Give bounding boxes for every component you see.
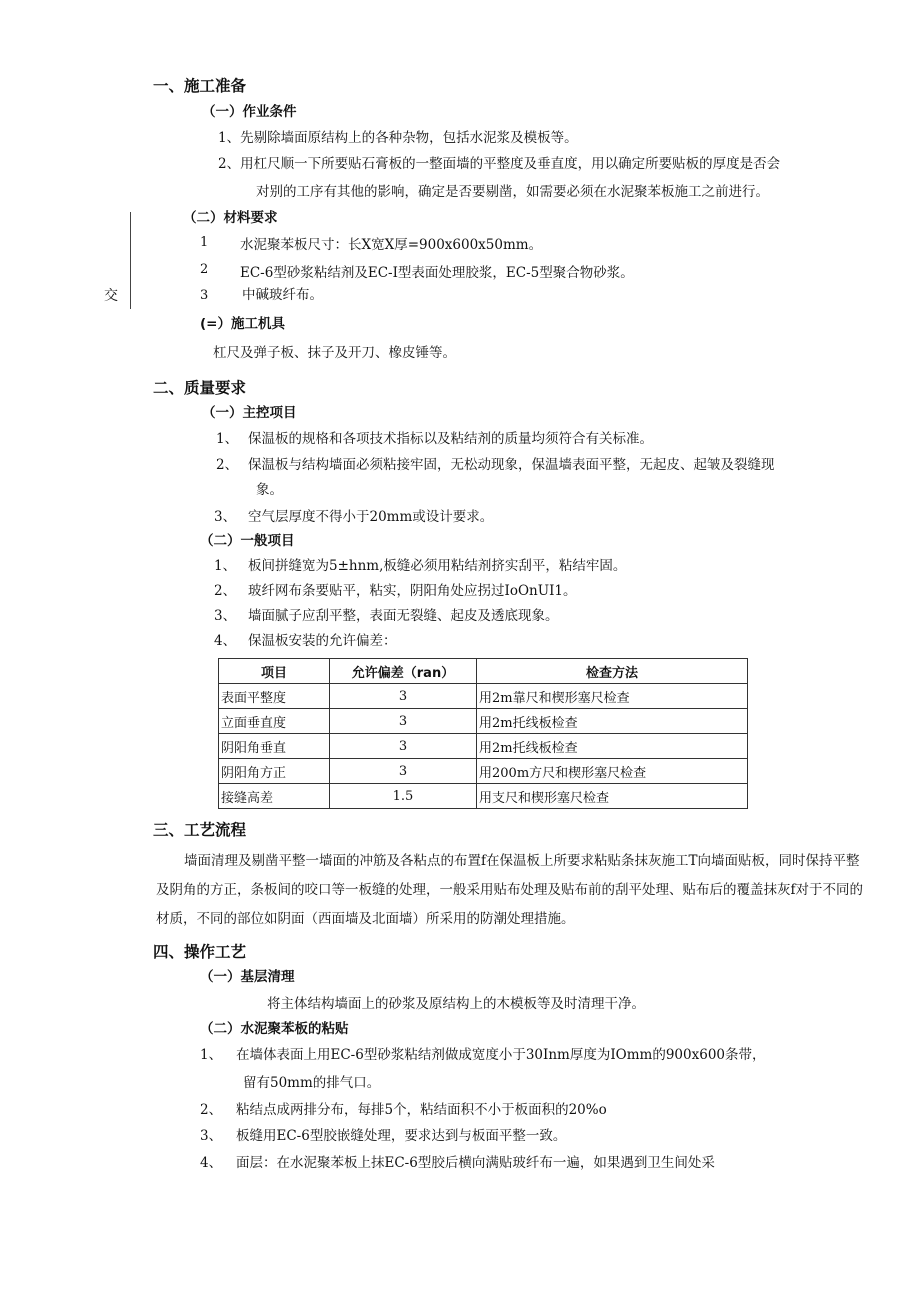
s2-sub2-item-3 xyxy=(214,610,559,624)
table-cell: 3 xyxy=(330,709,477,734)
s1-sub1-item-1: 1、先剔除墙面原结构上的各种杂物，包括水泥浆及模板等。 xyxy=(218,130,578,146)
item-number: 1、 xyxy=(200,1047,223,1063)
s4-sub2-item-1 xyxy=(200,1049,766,1063)
s1-sub2-item-2-number: 2 xyxy=(200,262,209,277)
s4-sub2-item-1-continuation: 留有50mm的排气口。 xyxy=(243,1075,381,1091)
s1-sub1-item-2-line-1: 2、用杠尺顺一下所要贴石膏板的一整面墙的平整度及垂直度，用以确定所要贴板的厚度是否会 xyxy=(218,156,781,172)
section-2-heading: 二、质量要求 xyxy=(153,379,247,397)
s3-paragraph: 墙面清理及剔凿平整一墙面的冲筋及各粘点的布置f在保温板上所要求粘贴条抹灰施工T向墙面贴板，同时保持平整及阴角的方正，条板间的咬口等一板缝的处理，一般采用贴布处理及贴布前的刮平处理、贴布后的覆盖抹灰f对于不同的材质，不同的部位如阴面（西面墙及北面墙）所采用的防潮处理措施。 xyxy=(156,853,863,927)
item-number: 3、 xyxy=(200,1128,223,1144)
s1-sub1-item-2-line-2: 对别的工序有其他的影响，确定是否要剔凿，如需要必须在水泥聚苯板施工之前进行。 xyxy=(256,184,769,200)
s2-sub1-item-2-continuation: 象。 xyxy=(256,482,283,498)
s4-sub2-item-3 xyxy=(200,1130,566,1144)
s2-sub1-item-3 xyxy=(214,511,493,525)
margin-vertical-line xyxy=(130,212,131,309)
item-text: 保温板安装的允许偏差： xyxy=(248,633,397,649)
s4-sub1-text: 将主体结构墙面上的砂浆及原结构上的木模板等及时清理干净。 xyxy=(267,996,645,1012)
table-row xyxy=(219,784,748,809)
item-text: 空气层厚度不得小于20mm或设计要求。 xyxy=(248,509,494,525)
table-row xyxy=(219,709,748,734)
s1-sub3-text: 杠尺及弹子板、抹子及开刀、橡皮锤等。 xyxy=(213,345,456,361)
table-cell: 用200m方尺和楔形塞尺检查 xyxy=(477,759,748,784)
table-cell: 立面垂直度 xyxy=(219,709,330,734)
table-header: 允许偏差（ran） xyxy=(330,659,477,684)
s4-sub2-item-2 xyxy=(200,1104,607,1118)
item-number: 4、 xyxy=(200,1155,223,1171)
margin-mark-char: 交 xyxy=(104,288,118,304)
section-4-heading: 四、操作工艺 xyxy=(153,943,247,961)
item-text: 粘结点成两排分布，每排5个，粘结面积不小于板面积的20%o xyxy=(236,1102,607,1118)
section-1-heading: 一、施工准备 xyxy=(153,77,247,95)
table-cell: 接缝高差 xyxy=(219,784,330,809)
table-cell: 用2m靠尺和楔形塞尺检查 xyxy=(477,684,748,709)
item-number: 4、 xyxy=(214,633,237,649)
s1-sub2-heading: （二）材料要求 xyxy=(183,210,278,226)
s2-sub2-item-4 xyxy=(214,635,397,649)
table-row xyxy=(219,684,748,709)
table-cell: 表面平整度 xyxy=(219,684,330,709)
item-text: 保温板与结构墙面必须粘接牢固，无松动现象，保温墙表面平整，无起皮、起皱及裂缝现 xyxy=(248,457,775,473)
table-header: 项目 xyxy=(219,659,330,684)
tolerance-table xyxy=(218,658,748,809)
s1-sub2-item-1-text: 水泥聚苯板尺寸：长X宽X厚=900x600x50mm。 xyxy=(240,237,543,253)
table-cell: 用2m托线板检查 xyxy=(477,734,748,759)
s2-sub2-item-1 xyxy=(214,560,626,574)
section-3-heading: 三、工艺流程 xyxy=(153,821,247,839)
table-cell: 1.5 xyxy=(330,784,477,809)
item-number: 2、 xyxy=(216,457,239,473)
item-text: 墙面腻子应刮平整，表面无裂缝、起皮及透底现象。 xyxy=(248,608,559,624)
s2-sub1-heading: （一）主控项目 xyxy=(202,405,297,421)
s2-sub2-heading: （二）一般项目 xyxy=(200,533,295,549)
s1-sub2-item-3-text: 中碱玻纤布。 xyxy=(242,287,323,303)
item-number: 3、 xyxy=(214,608,237,624)
table-row xyxy=(219,734,748,759)
table-cell: 3 xyxy=(330,759,477,784)
s4-sub2-item-4 xyxy=(200,1157,715,1171)
s4-sub1-heading: （一）基层清理 xyxy=(200,969,295,985)
item-text: 玻纤网布条要贴平，粘实，阴阳角处应拐过IoOnUI1。 xyxy=(248,583,577,599)
s1-sub3-heading: (=）施工机具 xyxy=(200,316,285,332)
s1-sub2-item-2-text: EC-6型砂浆粘结剂及EC-I型表面处理胶浆，EC-5型聚合物砂浆。 xyxy=(240,265,634,281)
table-cell: 阴阳角方正 xyxy=(219,759,330,784)
s2-sub2-item-2 xyxy=(214,585,577,599)
item-text: 面层：在水泥聚苯板上抹EC-6型胶后横向满贴玻纤布一遍，如果遇到卫生间处采 xyxy=(236,1155,715,1171)
s2-sub1-item-1 xyxy=(216,433,653,447)
s1-sub1-heading: （一）作业条件 xyxy=(202,104,297,120)
item-number: 2、 xyxy=(214,583,237,599)
item-text: 板缝用EC-6型胶嵌缝处理，要求达到与板面平整一致。 xyxy=(236,1128,567,1144)
s4-sub2-heading: （二）水泥聚苯板的粘贴 xyxy=(200,1021,349,1037)
item-number: 1、 xyxy=(214,558,237,574)
item-number: 1、 xyxy=(216,431,239,447)
table-header-row xyxy=(219,659,748,684)
s2-sub1-item-2 xyxy=(216,459,775,473)
table-cell: 3 xyxy=(330,734,477,759)
item-text: 板间拼缝宽为5±hnm,板缝必须用粘结剂挤实刮平，粘结牢固。 xyxy=(248,558,627,574)
table-cell: 阴阳角垂直 xyxy=(219,734,330,759)
item-number: 3、 xyxy=(214,509,237,525)
table-cell: 3 xyxy=(330,684,477,709)
table-row xyxy=(219,759,748,784)
item-text: 在墙体表面上用EC-6型砂浆粘结剂做成宽度小于30Inm厚度为IOmm的900x600条带， xyxy=(236,1047,766,1063)
table-header: 检查方法 xyxy=(477,659,748,684)
table-cell: 用支尺和楔形塞尺检查 xyxy=(477,784,748,809)
table-cell: 用2m托线板检查 xyxy=(477,709,748,734)
s1-sub2-item-1-number: 1 xyxy=(200,235,209,250)
item-text: 保温板的规格和各项技术指标以及粘结剂的质量均须符合有关标准。 xyxy=(248,431,653,447)
s1-sub2-item-3-number: 3 xyxy=(200,288,209,303)
item-number: 2、 xyxy=(200,1102,223,1118)
